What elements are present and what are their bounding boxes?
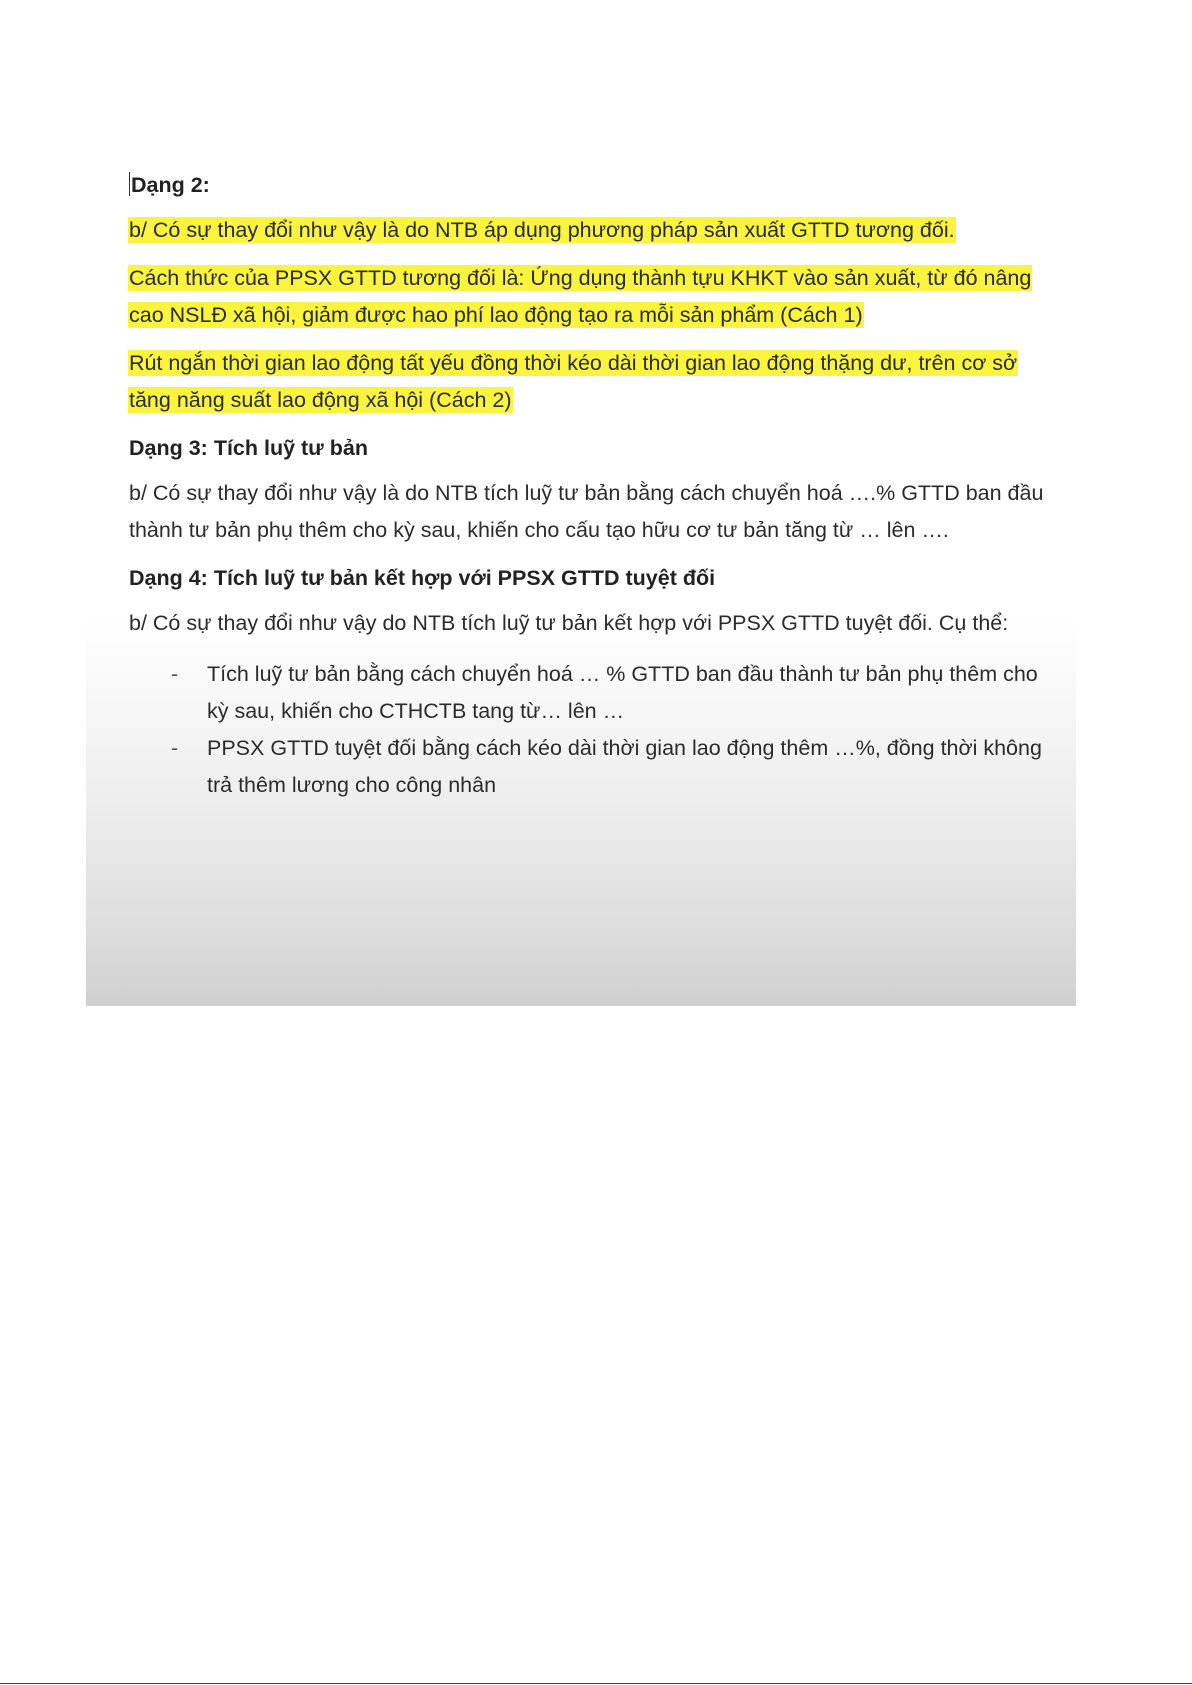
- list-item-text: PPSX GTTD tuyệt đối bằng cách kéo dài thời gian lao động thêm …%, đồng thời không trả thêm lương cho công nhân: [207, 736, 1042, 797]
- paragraph-dang-3-answer: b/ Có sự thay đổi như vậy là do NTB tích luỹ tư bản bằng cách chuyển hoá ….% GTTD ban đầu thành tư bản phụ thêm cho kỳ sau, khiến cho cấu tạo hữu cơ tư bản tăng từ … lên ….: [129, 481, 1044, 542]
- highlighted-text: Cách thức của PPSX GTTD tương đối là: Ứng dụng thành tựu KHKT vào sản xuất, từ đó nâng cao NSLĐ xã hội, giảm được hao phí lao động tạo ra mỗi sản phẩm (Cách 1): [129, 266, 1032, 327]
- paragraph-dang-4-answer: b/ Có sự thay đổi như vậy do NTB tích luỹ tư bản kết hợp với PPSX GTTD tuyệt đối. Cụ thể:: [129, 611, 1009, 635]
- heading-dang-4: Dạng 4: Tích luỹ tư bản kết hợp với PPSX GTTD tuyệt đối: [129, 566, 716, 590]
- heading-dang-2-text: Dạng 2:: [131, 173, 210, 197]
- document-screenshot: [86, 145, 1076, 1006]
- paragraph-dang-2-method-2: [129, 345, 1046, 419]
- paragraph-dang-2-answer: [129, 212, 1046, 249]
- highlighted-text: Rút ngắn thời gian lao động tất yếu đồng thời kéo dài thời gian lao động thặng dư, trên cơ sở tăng năng suất lao động xã hội (Cách 2): [129, 351, 1018, 412]
- list-item-text: Tích luỹ tư bản bằng cách chuyển hoá … % GTTD ban đầu thành tư bản phụ thêm cho kỳ sau, khiến cho CTHCTB tang từ… lên …: [207, 662, 1038, 723]
- list-item: [171, 730, 1046, 804]
- heading-dang-3: Dạng 3: Tích luỹ tư bản: [129, 436, 368, 460]
- list-item: [171, 656, 1046, 730]
- text-cursor: [129, 172, 130, 196]
- bullet-list-dang-4: [129, 656, 1046, 804]
- heading-dang-2: [129, 167, 1046, 204]
- bullet-marker: -: [171, 736, 179, 760]
- bullet-marker: -: [171, 662, 179, 686]
- page-bottom-rule: [0, 1683, 1192, 1684]
- highlighted-text: b/ Có sự thay đổi như vậy là do NTB áp dụng phương pháp sản xuất GTTD tương đối.: [129, 218, 955, 242]
- paragraph-dang-2-method-1: [129, 260, 1046, 334]
